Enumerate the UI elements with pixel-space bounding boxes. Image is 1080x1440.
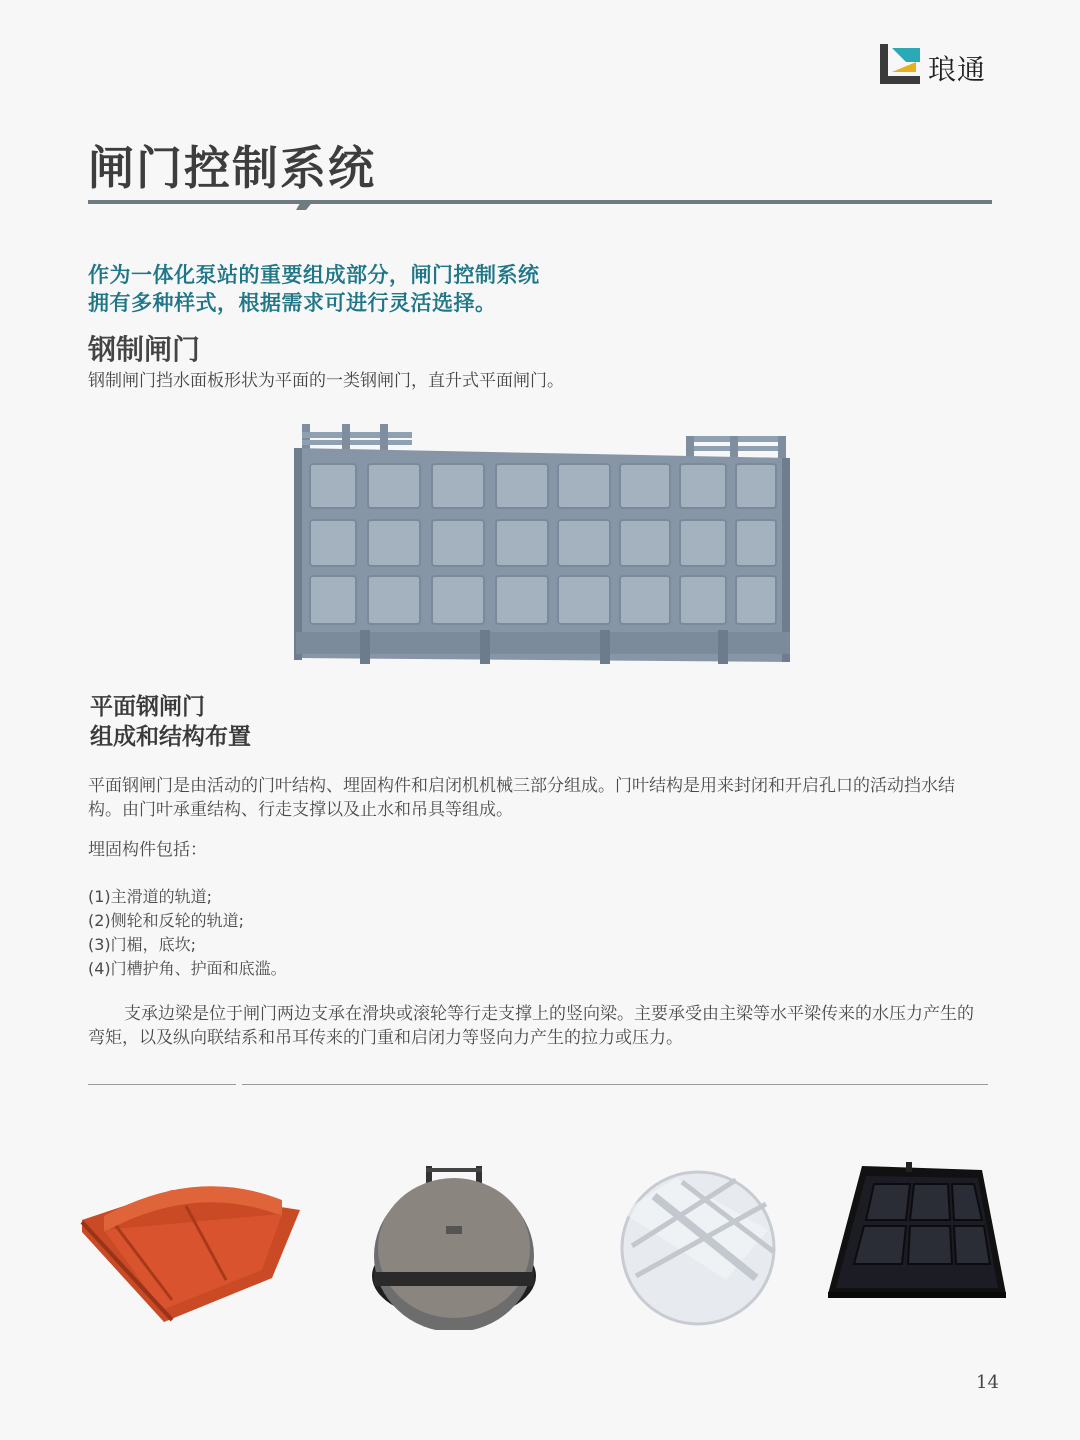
list-item: (4)门槽护角、护面和底滥。 [88, 959, 287, 978]
list-item: (1)主滑道的轨道; [88, 887, 213, 906]
logo-mark-icon [880, 44, 922, 84]
section-heading-structure: 组成和结构布置 [90, 724, 251, 750]
list-item: (2)侧轮和反轮的轨道; [88, 911, 245, 930]
brand-name: 琅通 [928, 53, 987, 86]
page-number: 14 [976, 1372, 999, 1393]
embedded-parts-label: 埋固构件包括： [88, 840, 207, 860]
intro-line-1: 作为一体化泵站的重要组成部分，闸门控制系统 [88, 263, 540, 287]
page-title: 闸门控制系统 [88, 141, 376, 195]
paragraph-side-beam: 支承边梁是位于闸门两边支承在滑块或滚轮等行走支撑上的竖向梁。主要承受由主梁等水平梁传来的水压力产生的弯矩，以及纵向联结系和吊耳传来的门重和启闭力等竖向力产生的拉力或压力。 [88, 1004, 974, 1048]
company-logo [880, 42, 990, 88]
section-description: 钢制闸门挡水面板形状为平面的一类钢闸门，直升式平面闸门。 [88, 371, 564, 391]
section-heading-flat-gate: 平面钢闸门 [90, 694, 205, 720]
divider-short [88, 1084, 236, 1085]
round-flap-gate-image [368, 1160, 540, 1330]
orange-arc-gate-image [76, 1160, 304, 1330]
paragraph-composition: 平面钢闸门是由活动的门叶结构、埋固构件和启闭机机械三部分组成。门叶结构是用来封闭和开启孔口的活动挡水结构。由门叶承重结构、行走支撑以及止水和吊具等组成。 [88, 776, 955, 820]
divider-long [242, 1084, 988, 1085]
intro-line-2: 拥有多种样式，根据需求可进行灵活选择。 [88, 291, 497, 315]
list-item: (3)门楣，底坎; [88, 935, 197, 954]
black-cast-gate-image [822, 1160, 1008, 1330]
white-round-gate-image [616, 1160, 776, 1330]
section-heading-steel-gate: 钢制闸门 [88, 333, 201, 366]
steel-gate-image [290, 418, 800, 668]
title-underline [88, 198, 992, 210]
